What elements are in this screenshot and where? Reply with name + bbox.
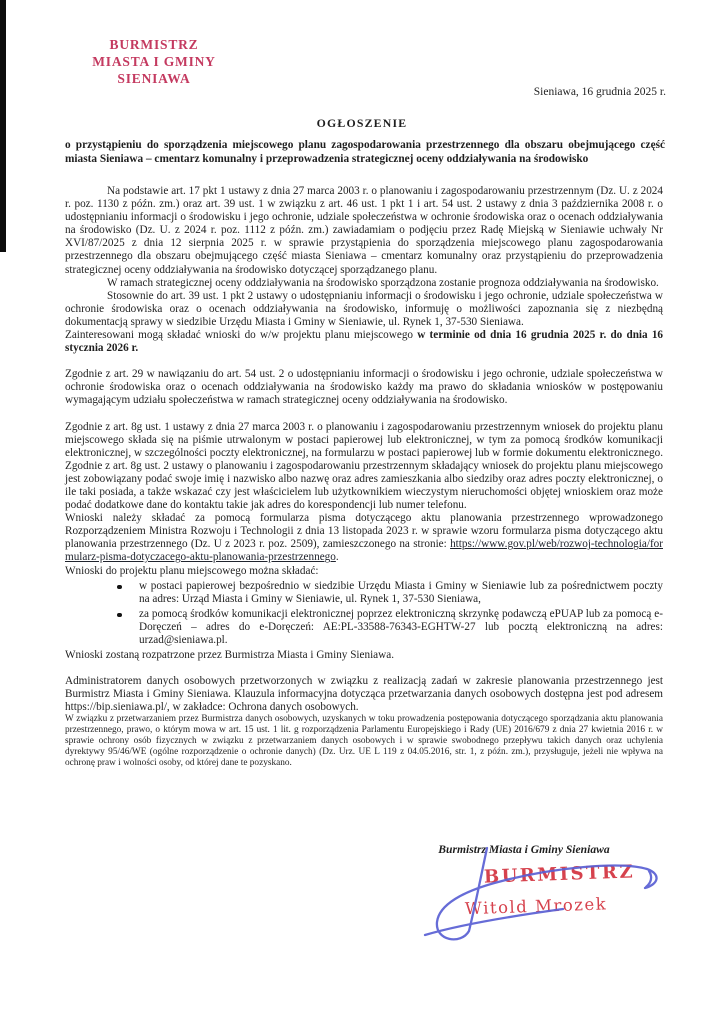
paragraph-art29: Zgodnie z art. 29 w nawiązaniu do art. 54 ust. 2 o udostępnianiu informacji o środowisku i jego ochronie, udziale społeczeństwa w ochronie środowiska oraz o ocenach oddziaływania na środowisko każdy ma prawo do składania wniosków w postępowaniu wymagającym udziału społeczeństwa w ramach strategicznej oceny oddziaływania na środowisko. [65,368,663,407]
paragraph-documentation: Stosownie do art. 39 ust. 1 pkt 2 ustawy o udostępnianiu informacji o środowisku i jego ochronie, udziale społeczeństwa w ochronie środowiska oraz o ocenach oddziaływania na środowisko, informuję o możliwości zapoznania się z niezbędną dokumentacją sprawy w siedzibie Urzędu Miasta i Gminy w Sieniawie, ul. Rynek 1, 37-530 Sieniawa. [65,289,663,328]
list-item-electronic-submission [115,608,663,647]
form-requirement-text: Wnioski należy składać za pomocą formularza pisma dotyczącego aktu planowania przestrzennego wprowadzonego Rozporządzeniem Ministra Rozwoju i Technologii z dnia 13 listopada 2023 r. w sprawie wzoru formularza pisma dotyczącego aktu planowania przestrzennego (Dz. U z 2023 r. poz. 2509), zamieszczonego na stronie: [65,512,663,551]
paragraph-prognosis: W ramach strategicznej oceny oddziaływania na środowisko sporządzona zostanie prognoza oddziaływania na środowisko. [107,276,659,289]
paragraph-gdpr-clause: W związku z przetwarzaniem przez Burmistrza danych osobowych, uzyskanych w toku prowadzenia postępowania dotyczącego sporządzania aktu planowania przestrzennego, prawo, o którym mowa w art. 15 ust. 1 lit. g rozporządzenia Parlamentu Europejskiego i Rady (UE) 2016/679 z dnia 27 kwietnia 2016 r. w sprawie ochrony osób fizycznych w związku z przetwarzaniem danych osobowych i w sprawie swobodnego przepływu takich danych oraz uchylenia dyrektywy 95/46/WE (ogólne rozporządzenie o ochronie danych) (Dz. Urz. UE L 119 z 04.05.2016, str. 1, z późn. zm.), przysługuje, jeżeli nie wpływa na ochronę praw i wolności osoby, od której dane te pozyskano. [65,714,663,769]
letterhead-stamp [86,36,222,87]
signer-name-stamp-text: Witold Mrozek [464,894,608,919]
signature-title: Burmistrz Miasta i Gminy Sieniawa [438,843,610,856]
paragraph-data-administrator: Administratorem danych osobowych przetworzonych w związku z realizacją zadań w zakresie planowania przestrzennego jest Burmistrz Miasta i Gminy Sieniawa. Klauzula informacyjna dotycząca przetwarzania danych osobowych dostępna jest pod adresem https://bip.sieniawa.pl/, w zakładce: Ochrona danych osobowych. [65,675,663,714]
paragraph-art8g-ust2: Zgodnie z art. 8g ust. 2 ustawy o planowaniu i zagospodarowaniu przestrzennym składający wniosek do projektu planu miejscowego jest zobowiązany podać swoje imię i nazwisko albo nazwę oraz adres zamieszkania albo siedziby oraz adres poczty elektronicznej, o ile taki posiada, a także wskazać czy jest właścicielem lub użytkownikiem wieczystym nieruchomości objętej wnioskiem oraz może podać dodatkowe dane do kontaktu takie jak adres do korespondencji lub numer telefonu. [65,459,663,512]
paragraph-form-requirement [65,512,663,564]
form-link-period: . [335,551,339,564]
submission-options-list [65,580,663,647]
letterhead-line-3: SIENIAWA [117,71,191,86]
date-line: Sieniawa, 16 grudnia 2025 r. [533,86,666,98]
deadline-dates-bold: w terminie od dnia 16 grudnia 2025 r. do dnia 16 stycznia 2026 r. [65,329,664,355]
document-title: OGŁOSZENIE [316,116,408,130]
paragraph-art8g-ust1: Zgodnie z art. 8g ust. 1 ustawy z dnia 27 marca 2003 r. o planowaniu i zagospodarowaniu przestrzennym wniosek do projektu planu miejscowego składa się na piśmie utrwalonym w postaci papierowej lub elektronicznej, w tym za pomocą środków komunikacji elektronicznej, w szczególności poczty elektronicznej, na formularzu w postaci papierowej lub w formie dokumentu elektronicznego. [65,420,663,459]
form-link[interactable]: https://www.gov.pl/web/rozwoj-technologia/formularz-pisma-dotyczacego-aktu-planowania-przestrzennego [65,538,663,564]
list-item-paper-submission [115,580,663,606]
paragraph-legal-basis: Na podstawie art. 17 pkt 1 ustawy z dnia 27 marca 2003 r. o planowaniu i zagospodarowaniu przestrzennym (Dz. U. z 2024 r. poz. 1130 z późn. zm.) oraz art. 39 ust. 1 w związku z art. 46 ust. 1 pkt 1 i art. 54 ust. 2 ustawy z dnia 3 października 2008 r. o udostępnianiu informacji o środowisku i jego ochronie, udziale społeczeństwa w ochronie środowiska oraz o ocenach oddziaływania na środowisko (Dz. U. z 2024 r. poz. 1112 z późn. zm.) zawiadamiam o podjęciu przez Radę Miejską w Sieniawie uchwały Nr XVI/87/2025 z dnia 12 sierpnia 2025 r. w sprawie przystąpienia do sporządzenia miejscowego planu zagospodarowania przestrzennego dla obszaru obejmującego część miasta Sieniawa – cmentarz komunalny oraz przystąpieniu do przeprowadzenia strategicznej oceny oddziaływania na środowisko dotyczącej sporządzanego planu. [65,185,663,276]
document-subtitle: o przystąpieniu do sporządzenia miejscowego planu zagospodarowania przestrzennego dla obszaru obejmującego część miasta Sieniawa – cmentarz komunalny i przeprowadzenia strategicznej oceny oddziaływania na środowisko [65,139,665,165]
deadline-text: Zainteresowani mogą składać wnioski do w/w projektu planu miejscowego [65,329,418,342]
paragraph-review: Wnioski zostaną rozpatrzone przez Burmistrza Miasta i Gminy Sieniawa. [65,649,394,662]
letterhead-line-2: MIASTA I GMINY [92,54,216,69]
paragraph-submission-intro: Wnioski do projektu planu miejscowego można składać: [65,564,319,577]
bullet-text: za pomocą środków komunikacji elektronicznej poprzez elektroniczną skrzynkę podawczą ePUAP lub za pomocą e-Doręczeń – adres do e-Doręczeń: AE:PL-33588-76343-EGHTW-27 lub pocztą elektroniczną na adres: urzad@sieniawa.pl. [139,607,663,646]
signature-graphic [420,858,670,970]
bullet-text: w postaci papierowej bezpośrednio w siedzibie Urzędu Miasta i Gminy w Sieniawie lub za pośrednictwem poczty na adres: Urząd Miasta i Gminy w Sieniawie, ul. Rynek 1, 37-530 Sieniawa, [139,579,663,605]
letterhead-line-1: BURMISTRZ [109,37,199,52]
document-body [65,185,663,769]
paragraph-deadline [65,329,663,355]
signature-ink-stroke [646,871,651,887]
burmistrz-stamp-text: BURMISTRZ [483,861,636,888]
signature-block [420,858,670,970]
